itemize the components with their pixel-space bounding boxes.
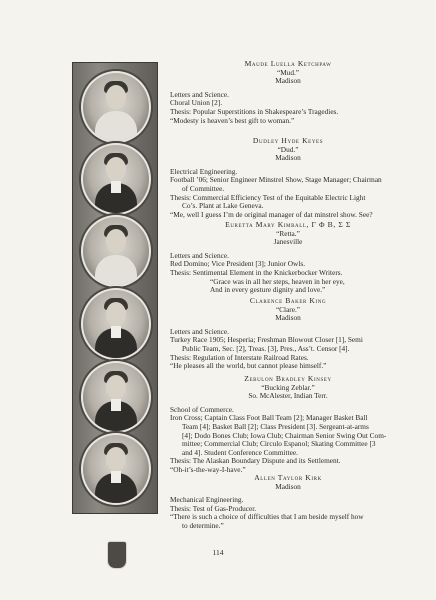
portrait-column	[72, 62, 158, 514]
student-hometown: Madison	[275, 153, 301, 163]
portrait-kirk	[81, 433, 151, 505]
student-nickname: “Mud.”	[276, 67, 300, 77]
entry-kinsey	[170, 375, 406, 475]
entry-line: to determine.”	[182, 520, 224, 530]
student-hometown: So. McAlester, Indian Terr.	[248, 391, 328, 401]
entry-line: Thesis: Popular Superstitions in Shakespeare’s Tragedies.	[170, 106, 339, 116]
entry-line: Football ’06; Senior Engineer Minstrel Show, Stage Manager; Chairman	[170, 175, 382, 185]
entry-line: Electrical Engineering.	[170, 166, 238, 176]
entry-line: Turkey Race 1905; Hesperia; Freshman Blowout Closer [1], Semi	[170, 335, 363, 345]
entry-line: Team [4]; Basket Ball [2]; Class President [3]. Sergeant-at-arms	[182, 421, 369, 431]
entry-line: Public Team, Sec. [2], Treas. [3], Pres., Ass’t. Censor [4].	[182, 343, 350, 353]
entry-line: “There is such a choice of difficulties that I am beside myself how	[170, 512, 364, 522]
student-nickname: “Dud.”	[277, 144, 299, 154]
student-name: Clarence Baker King	[249, 296, 327, 305]
entry-line: Mechanical Engineering.	[170, 495, 244, 505]
entry-line: Choral Union [2].	[170, 98, 223, 108]
entry-kimball	[170, 221, 406, 295]
portrait-kinsey	[81, 361, 151, 433]
entry-ketchpaw	[170, 60, 406, 125]
entry-line: Thesis: Sentimental Element in the Knickerbocker Writers.	[170, 267, 343, 277]
entry-line: “Grace was in all her steps, heaven in her eye,	[210, 276, 345, 286]
portrait-king	[81, 288, 151, 360]
entry-line: Red Domino; Vice President [3]; Junior Owls.	[170, 259, 306, 269]
entry-line: And in every gesture dignity and love.”	[210, 285, 326, 295]
entry-line: Letters and Science.	[170, 89, 229, 99]
entry-line: Co’s. Plant at Lake Geneva.	[182, 201, 264, 211]
entry-line: Iron Cross; Captain Class Foot Ball Team [2]; Manager Basket Ball	[170, 413, 368, 423]
page-number: 114	[212, 548, 224, 557]
student-name: Euretta Mary Kimball, Γ Φ B, Σ Σ	[225, 220, 351, 229]
entry-line: Thesis: Regulation of Interstate Railroad Rates.	[170, 352, 309, 362]
student-nickname: “Retta.”	[276, 228, 300, 238]
entry-line: Thesis: Commercial Efficiency Test of the Equitable Electric Light	[170, 192, 366, 202]
student-name: Zebulon Bradley Kinsey	[244, 374, 332, 383]
student-hometown: Madison	[275, 76, 301, 86]
student-hometown: Madison	[275, 481, 301, 491]
entry-line: of Committee.	[182, 183, 225, 193]
entry-line: Letters and Science.	[170, 326, 229, 336]
portrait-kimball	[81, 215, 151, 287]
entry-line: mittee; Commercial Club; Circulo Espanol; Skating Committee [3	[182, 439, 376, 449]
entry-line: and 4]. Student Conference Committee.	[182, 447, 298, 457]
entry-kirk	[170, 474, 406, 531]
portrait-keyes	[81, 143, 151, 215]
student-nickname: “Clare.”	[275, 304, 301, 314]
student-hometown: Janesville	[273, 237, 303, 247]
entry-keyes	[170, 137, 406, 219]
entry-line: [4]; Dodo Bones Club; Iowa Club; Chairman Senior Swing Out Com-	[182, 430, 387, 440]
entry-king	[170, 297, 406, 371]
student-name: Maude Luella Ketchpaw	[244, 59, 332, 68]
entry-line: Thesis: The Alaskan Boundary Dispute and its Settlement.	[170, 456, 341, 466]
student-hometown: Madison	[275, 313, 301, 323]
student-name: Dudley Hyde Keyes	[252, 136, 324, 145]
entry-line: School of Commerce.	[170, 404, 234, 414]
entry-line: Thesis: Test of Gas-Producer.	[170, 503, 257, 513]
student-name: Allen Taylor Kirk	[254, 473, 322, 482]
portrait-ketchpaw	[81, 71, 151, 143]
entry-line: “He pleases all the world, but cannot please himself.”	[170, 361, 327, 371]
entry-line: “Modesty is heaven’s best gift to woman.”	[170, 115, 295, 125]
entry-line: “Me, well I guess I’m de original manager of dat minstrel show. See?	[170, 209, 373, 219]
student-nickname: “Bucking Zeblar.”	[261, 382, 315, 392]
entry-line: “Oh-it’s-the-way-I-have.”	[170, 464, 246, 474]
entry-line: Letters and Science.	[170, 250, 229, 260]
